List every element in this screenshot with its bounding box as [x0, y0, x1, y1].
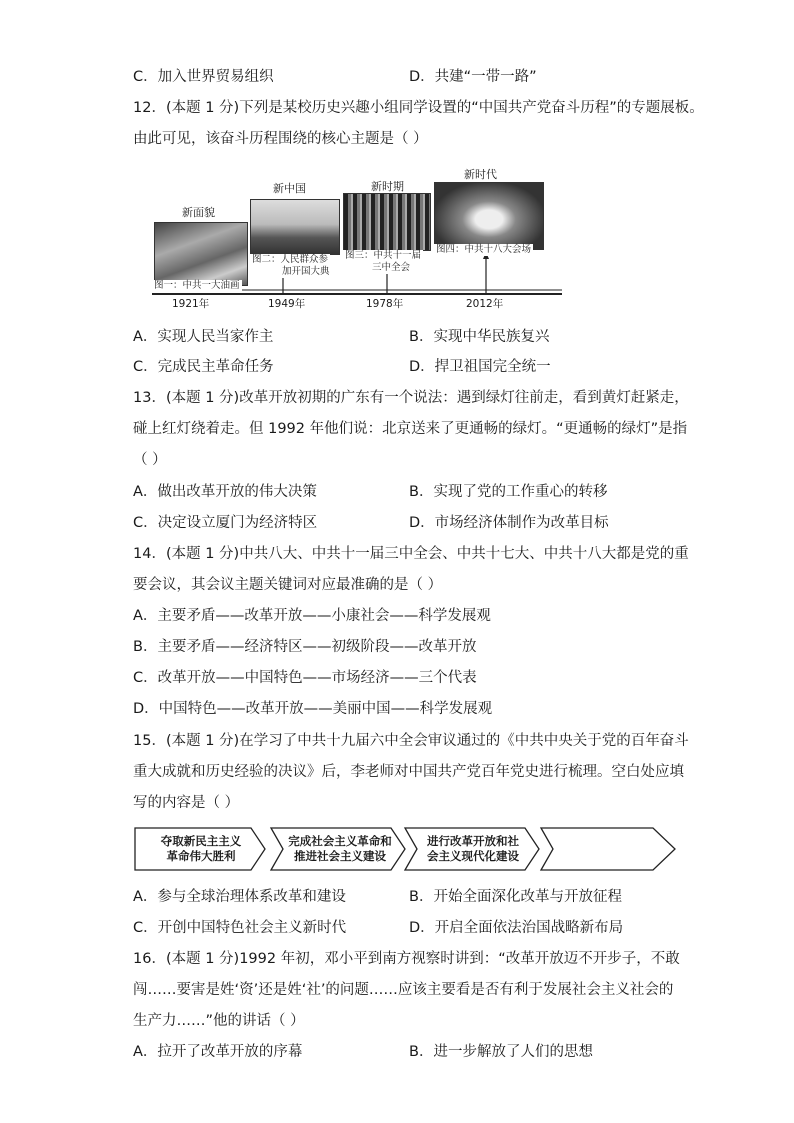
q14-stem-line2: 要会议，其会议主题关键词对应最准确的是（ ）: [133, 577, 443, 593]
q16-stem-line2: 闯……要害是姓‘资’还是姓‘社’的问题……应该主要看是否有利于发展社会主义社会的: [133, 982, 674, 998]
q15-stem-line3: 写的内容是（ ）: [133, 795, 240, 811]
q15-stem-line2: 重大成就和历史经验的决议》后，李老师对中国共产党百年党史进行梳理。空白处应填: [133, 764, 684, 780]
flow-step-1-line1: 夺取新民主主义: [160, 834, 242, 848]
q12-timeline-figure: [150, 160, 570, 320]
panel3-year: 1978年: [366, 298, 404, 310]
flow-step-2: [281, 834, 399, 864]
panel2-title: 新中国: [273, 182, 306, 195]
panel1-title: 新面貌: [182, 206, 215, 219]
q12-stem-line1: 12．(本题 1 分)下列是某校历史兴趣小组同学设置的“中国共产党奋斗历程”的专题展板。: [133, 100, 704, 116]
q11-option-c: C．加入世界贸易组织: [133, 69, 274, 85]
panel1-caption: 图一：中共一大油画: [154, 280, 240, 291]
flow-step-1: [145, 834, 257, 864]
q12-option-b: B．实现中华民族复兴: [409, 329, 550, 345]
panel4-title: 新时代: [464, 168, 497, 181]
q12-option-d: D．捍卫祖国完全统一: [409, 359, 551, 375]
panel2-caption-line1: 图二：人民群众参: [252, 254, 329, 265]
panel1-year: 1921年: [172, 298, 210, 310]
q13-stem-line2: 碰上红灯绕着走。但 1992 年他们说：北京送来了更通畅的绿灯。“更通畅的绿灯”是指: [133, 421, 688, 437]
q14-option-a: A．主要矛盾——改革开放——小康社会——科学发展观: [133, 608, 491, 624]
panel2-year: 1949年: [268, 298, 306, 310]
flow-step-3-line1: 进行改革开放和社: [427, 834, 519, 848]
panel3-caption-line2: 三中全会: [372, 262, 411, 273]
q15-option-c: C．开创中国特色社会主义新时代: [133, 920, 347, 936]
q13-stem-line3: （ ）: [133, 452, 167, 468]
panel4-caption: 图四：中共十八大会场: [436, 244, 532, 255]
panel2-photo: [250, 199, 340, 255]
q13-option-c: C．决定设立厦门为经济特区: [133, 515, 318, 531]
q12-stem-line2: 由此可见，该奋斗历程围绕的核心主题是（ ）: [133, 131, 428, 147]
panel4-year: 2012年: [466, 298, 504, 310]
q16-option-b: B．进一步解放了人们的思想: [409, 1044, 593, 1060]
panel4-photo: [434, 182, 544, 250]
flow-step-1-line2: 革命伟大胜利: [166, 849, 236, 863]
q14-option-d: D．中国特色——改革开放——美丽中国——科学发展观: [133, 701, 493, 717]
q16-stem-line1: 16．(本题 1 分)1992 年初，邓小平到南方视察时讲到：“改革开放迈不开步子，不敢: [133, 951, 680, 967]
q13-stem-line1: 13．(本题 1 分)改革开放初期的广东有一个说法：遇到绿灯往前走，看到黄灯赶紧走，: [133, 390, 689, 406]
q13-option-b: B．实现了党的工作重心的转移: [409, 484, 608, 500]
q11-option-d: D．共建“一带一路”: [409, 69, 537, 85]
q14-option-b: B．主要矛盾——经济特区——初级阶段——改革开放: [133, 639, 477, 655]
flow-step-2-line2: 推进社会主义建设: [294, 849, 386, 863]
q14-stem-line1: 14．(本题 1 分)中共八大、中共十一届三中全会、中共十七大、中共十八大都是党的重: [133, 546, 689, 562]
q13-option-a: A．做出改革开放的伟大决策: [133, 484, 317, 500]
panel3-title: 新时期: [371, 180, 404, 193]
q16-stem-line3: 生产力……”他的讲话（ ）: [133, 1013, 305, 1029]
q15-option-b: B．开始全面深化改革与开放征程: [409, 889, 622, 905]
q16-option-a: A．拉开了改革开放的序幕: [133, 1044, 303, 1060]
q15-flowchart: [133, 826, 678, 872]
panel1-photo: [154, 222, 248, 286]
q15-stem-line1: 15．(本题 1 分)在学习了中共十九届六中全会审议通过的《中共中央关于党的百年奋斗: [133, 733, 689, 749]
q13-option-d: D．市场经济体制作为改革目标: [409, 515, 609, 531]
q12-option-c: C．完成民主革命任务: [133, 359, 274, 375]
q15-option-a: A．参与全球治理体系改革和建设: [133, 889, 346, 905]
q15-option-d: D．开启全面依法治国战略新布局: [409, 920, 624, 936]
q12-option-a: A．实现人民当家作主: [133, 329, 274, 345]
panel2-caption-line2: 加开国大典: [282, 266, 330, 277]
panel3-photo: [343, 193, 431, 251]
q14-option-c: C．改革开放——中国特色——市场经济——三个代表: [133, 670, 477, 686]
panel3-caption-line1: 图三：中共十一届: [345, 250, 422, 261]
flow-step-3: [415, 834, 531, 864]
flow-step-3-line2: 会主义现代化建设: [427, 849, 519, 863]
flow-step-2-line1: 完成社会主义革命和: [288, 834, 392, 848]
